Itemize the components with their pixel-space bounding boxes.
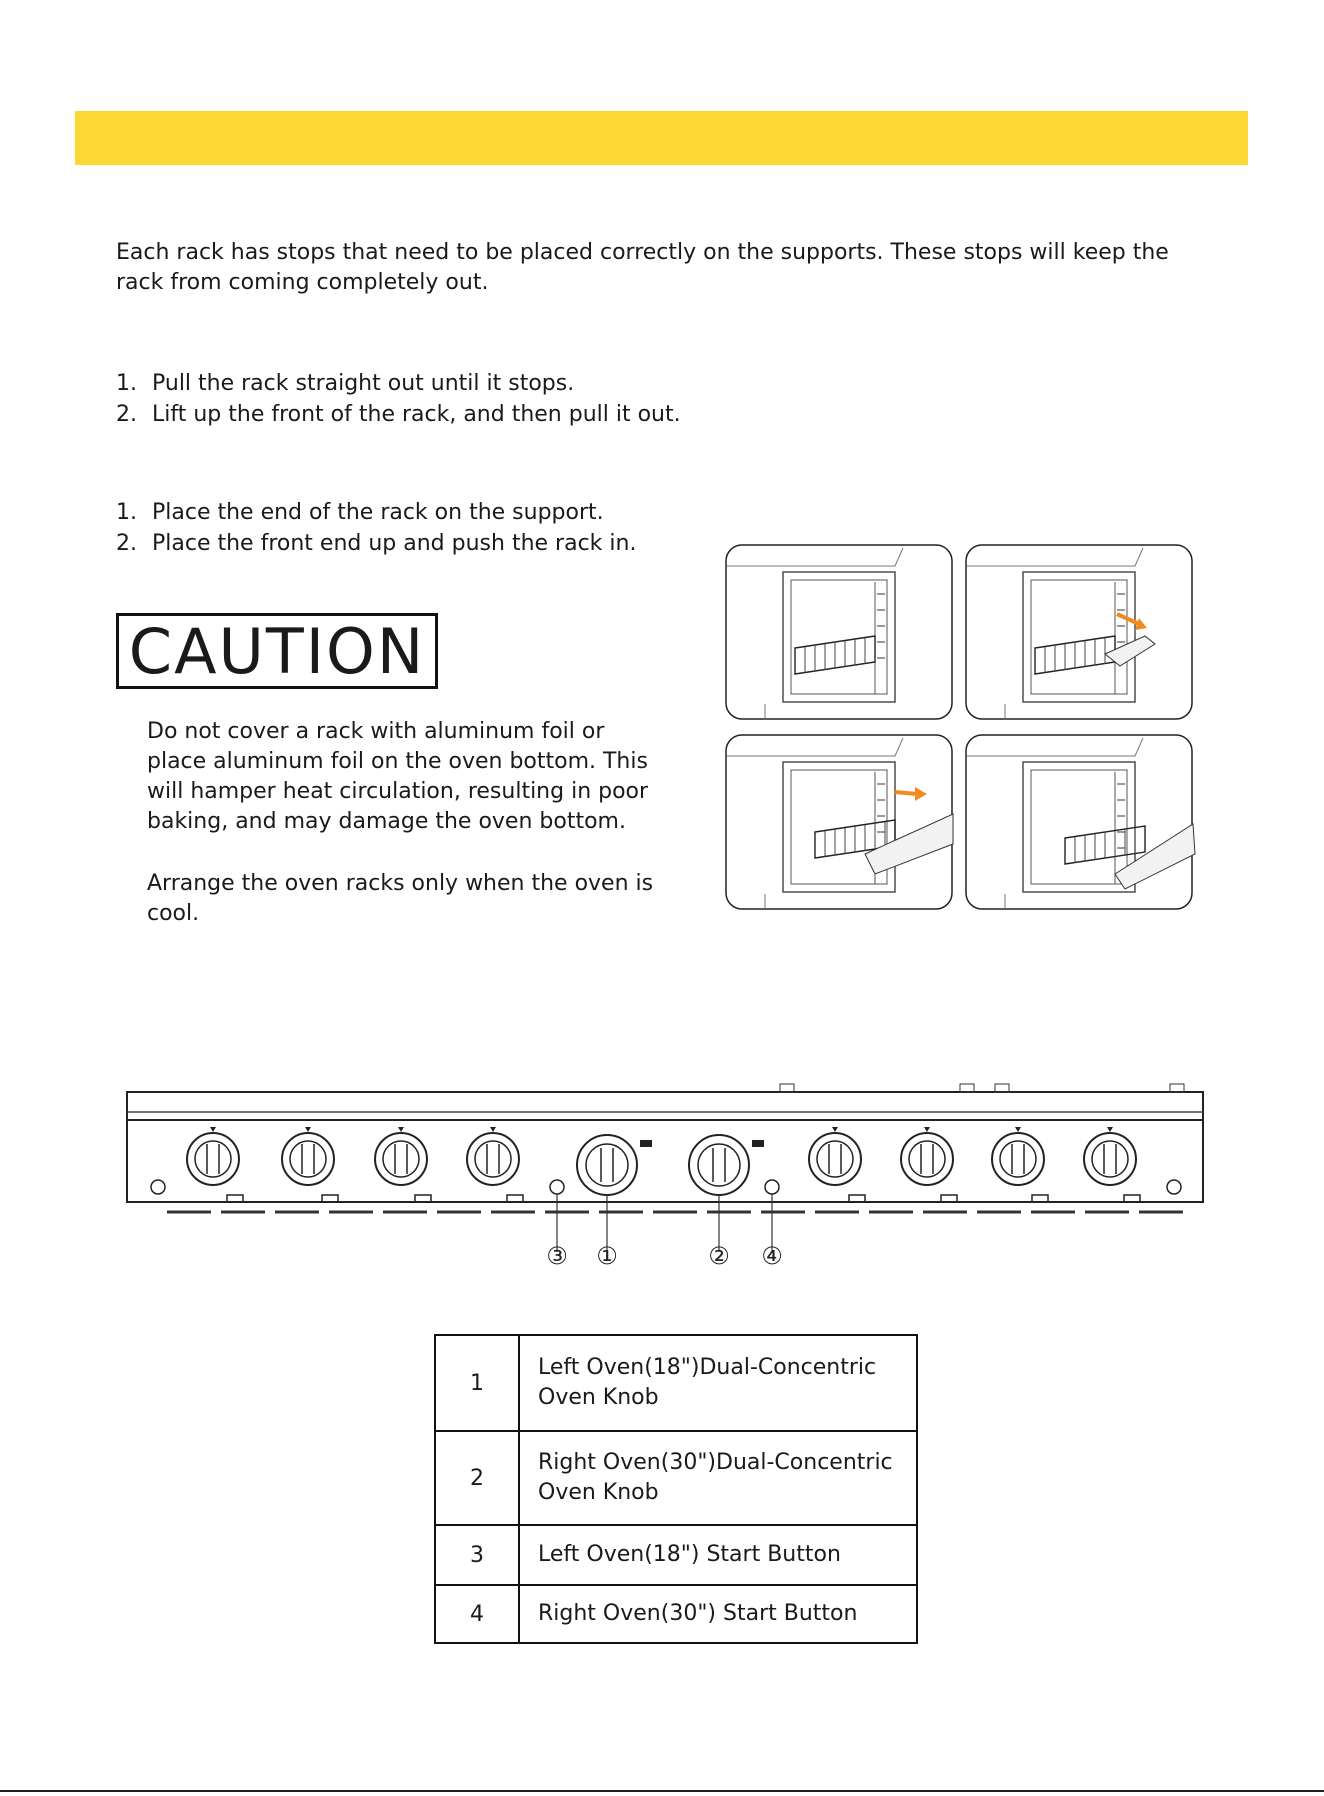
control-panel-diagram bbox=[125, 1080, 1205, 1270]
replace-rack-steps bbox=[116, 497, 636, 559]
callout-1: ① bbox=[596, 1242, 618, 1270]
intro-paragraph: Each rack has stops that need to be placed correctly on the supports. These stops will keep the rack from coming completely out. bbox=[116, 240, 1169, 295]
caution-label: CAUTION bbox=[116, 613, 438, 689]
section-header-banner bbox=[75, 111, 1248, 165]
list-item: 2. Lift up the front of the rack, and then pull it out. bbox=[116, 402, 681, 427]
table-row: 2 Right Oven(30")Dual-Concentric Oven Knob bbox=[435, 1431, 917, 1525]
footer-divider bbox=[0, 1790, 1324, 1792]
callout-2: ② bbox=[708, 1242, 730, 1270]
table-row: 3 Left Oven(18") Start Button bbox=[435, 1525, 917, 1585]
table-row: 1 Left Oven(18")Dual-Concentric Oven Knob bbox=[435, 1335, 917, 1431]
caution-text-cool: Arrange the oven racks only when the oven is cool. bbox=[147, 871, 654, 926]
caution-text-foil: Do not cover a rack with aluminum foil or place aluminum foil on the oven bottom. This will hamper heat circulation, resulting in poor baking, and may damage the oven bottom. bbox=[147, 719, 649, 834]
list-item: 1. Pull the rack straight out until it stops. bbox=[116, 371, 575, 396]
remove-rack-steps bbox=[116, 368, 681, 430]
callout-4: ④ bbox=[761, 1242, 783, 1270]
callout-3: ③ bbox=[546, 1242, 568, 1270]
list-item: 2. Place the front end up and push the rack in. bbox=[116, 531, 637, 556]
table-row: 4 Right Oven(30") Start Button bbox=[435, 1585, 917, 1643]
list-item: 1. Place the end of the rack on the support. bbox=[116, 500, 604, 525]
rack-illustration bbox=[725, 544, 1200, 911]
control-legend-table bbox=[434, 1334, 918, 1644]
